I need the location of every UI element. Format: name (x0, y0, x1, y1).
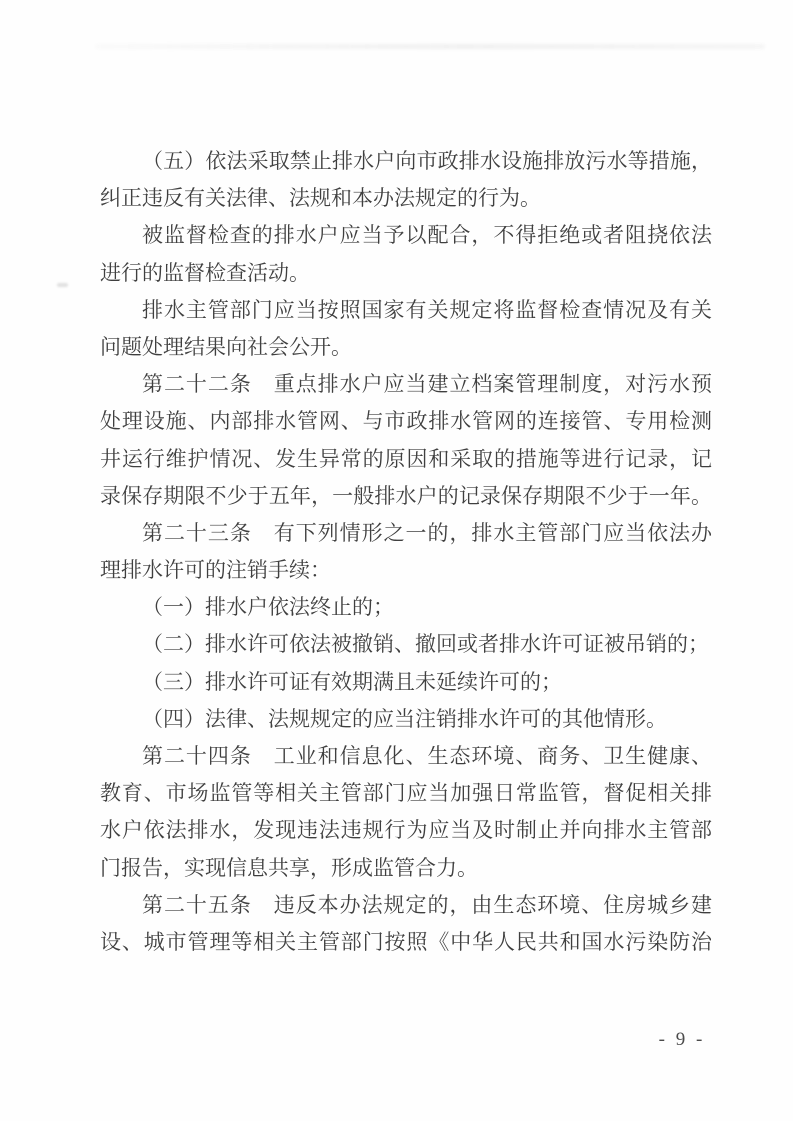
text-line: 问题处理结果向社会公开。 (100, 334, 352, 359)
paragraph (100, 515, 712, 589)
text-line: 排水主管部门应当按照国家有关规定将监督检查情况及有关 (142, 297, 712, 322)
text-line: 进行的监督检查活动。 (100, 260, 310, 285)
text-line: （二）排水许可依法被撤销、撤回或者排水许可证被吊销的； (142, 632, 709, 657)
paragraph (100, 701, 712, 738)
paragraph (100, 664, 712, 701)
text-line: 录保存期限不少于五年，一般排水户的记录保存期限不少于一年。 (100, 483, 712, 508)
text-line: 设、城市管理等相关主管部门按照《中华人民共和国水污染防治 (100, 929, 712, 954)
text-line: 第二十二条 重点排水户应当建立档案管理制度，对污水预 (142, 372, 712, 397)
document-body (100, 143, 712, 961)
text-line: 第二十四条 工业和信息化、生态环境、商务、卫生健康、 (142, 744, 712, 768)
text-line: 被监督检查的排水户应当予以配合，不得拒绝或者阻挠依法 (142, 223, 712, 248)
paragraph (100, 589, 712, 626)
paragraph (100, 292, 712, 366)
paragraph (100, 626, 712, 663)
paragraph (100, 887, 712, 961)
text-line: （三）排水许可证有效期满且未延续许可的； (142, 669, 562, 694)
text-line: 理排水许可的注销手续： (100, 558, 331, 583)
paragraph (100, 738, 712, 887)
text-line: 井运行维护情况、发生异常的原因和采取的措施等进行记录，记 (100, 446, 712, 471)
text-line: 门报告，实现信息共享，形成监管合力。 (100, 855, 478, 880)
text-line: （一）排水户依法终止的； (142, 595, 394, 620)
scan-smudge-top (95, 44, 765, 49)
text-line: 纠正违反有关法律、法规和本办法规定的行为。 (100, 186, 541, 211)
paragraph (100, 143, 712, 217)
scan-mark-left-margin (57, 283, 68, 287)
text-line: 水户依法排水，发现违法违规行为应当及时制止并向排水主管部 (100, 818, 712, 843)
text-line: 第二十五条 违反本办法规定的，由生态环境、住房城乡建 (142, 892, 712, 917)
text-line: 处理设施、内部排水管网、与市政排水管网的连接管、专用检测 (100, 409, 712, 434)
paragraph (100, 366, 712, 515)
text-line: （五）依法采取禁止排水户向市政排水设施排放污水等措施， (142, 149, 712, 173)
page-number: - 9 - (658, 1029, 706, 1050)
text-line: 教育、市场监管等相关主管部门应当加强日常监管，督促相关排 (100, 781, 712, 806)
text-line: 第二十三条 有下列情形之一的，排水主管部门应当依法办 (142, 520, 712, 545)
paragraph (100, 217, 712, 291)
text-line: （四）法律、法规规定的应当注销排水许可的其他情形。 (142, 706, 667, 731)
